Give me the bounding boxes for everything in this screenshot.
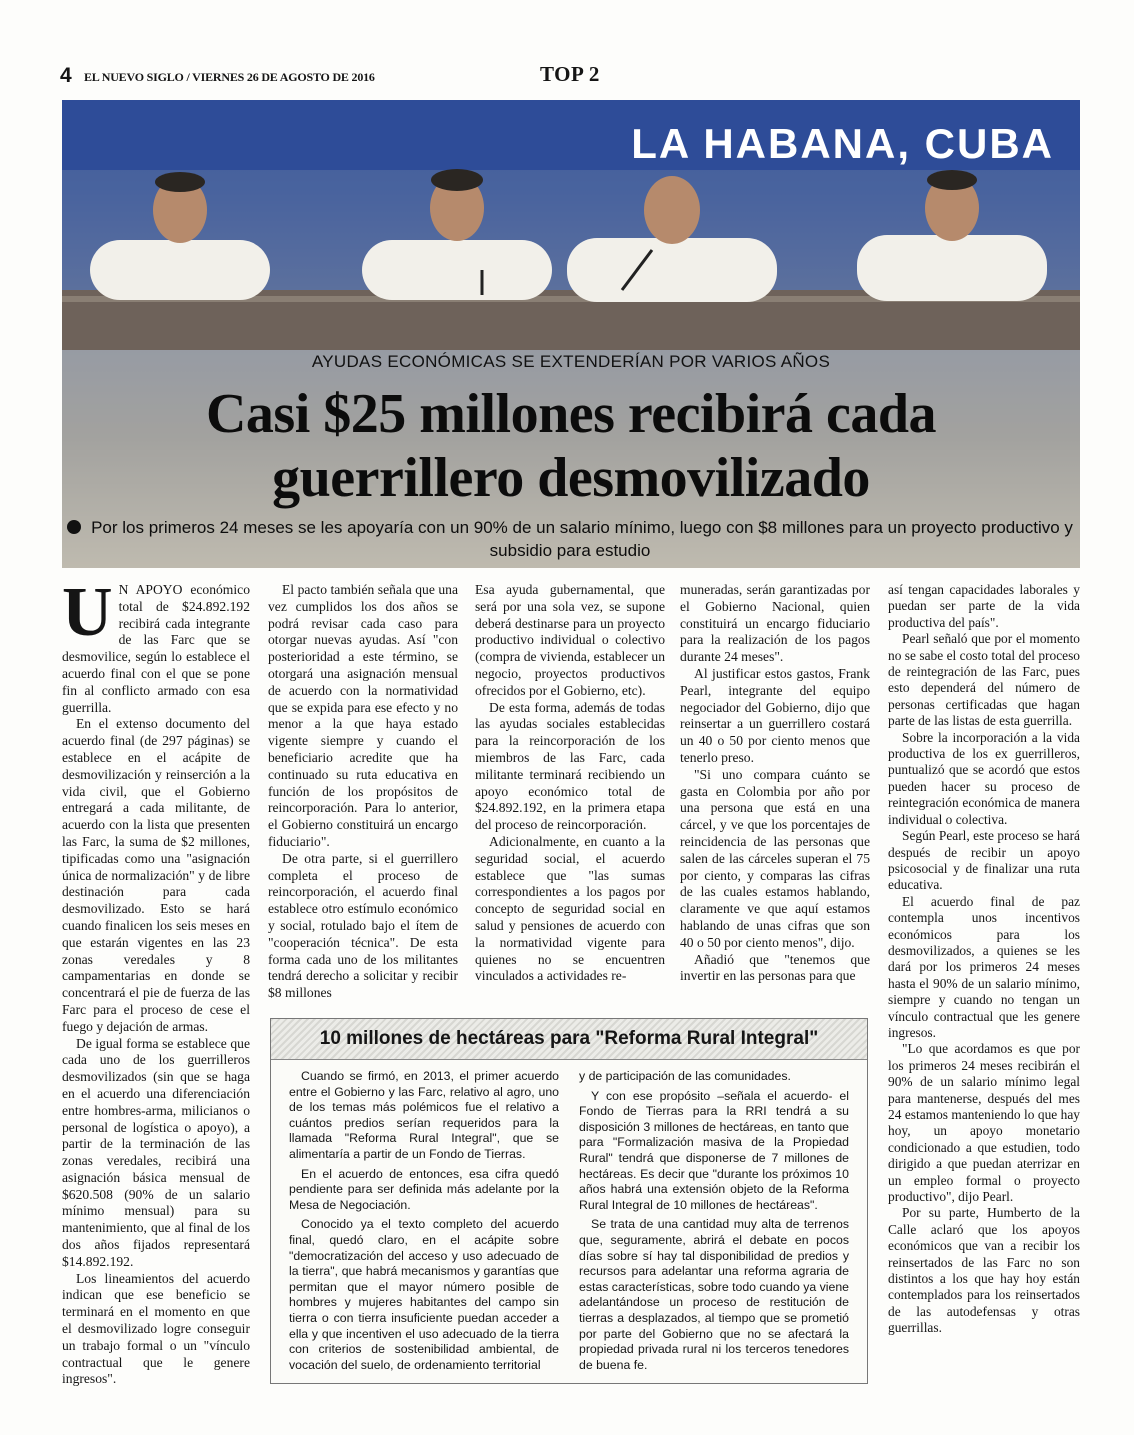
- sidebar-box: [270, 1018, 868, 1384]
- article-column-3: [475, 582, 665, 985]
- paragraph: Conocido ya el texto completo del acuerdo final, quedó claro, en el acápite sobre "democratización del acceso y uso adecuado de la tierra", que habrá mecanismos y garantías que permitan que el mayor número posible de hombres y mujeres habitantes del campo sin tierra o con tierra insuficiente puedan acceder a ella y que incentiven el uso adecuado de la tierra con criterios de sostenibilidad ambiental, de vocación del suelo, de ordenamiento territorial: [289, 1217, 559, 1372]
- kicker: AYUDAS ECONÓMICAS SE EXTENDERÍAN POR VARIOS AÑOS: [311, 352, 831, 371]
- paragraph: así tengan capacidades laborales y puedan ser parte de la vida productiva del país".: [888, 582, 1080, 630]
- paragraph: Al justificar estos gastos, Frank Pearl, integrante del equipo negociador del Gobierno, dijo que reinsertar a un guerrillero costará un 40 o 50 por ciento menos que tenerlo preso.: [680, 665, 870, 765]
- headline: [62, 382, 1080, 510]
- paragraph: Por su parte, Humberto de la Calle aclaró que los apoyos económicos que van a recibir los reinsertados de las Farc no son distintos a los que hay hoy están contemplados para los reinsertados de las autodefensas y otras guerrillas.: [888, 1205, 1080, 1336]
- paragraph: En el acuerdo de entonces, esa cifra quedó pendiente para ser definida más adelante por la Mesa de Negociación.: [289, 1166, 559, 1212]
- paragraph: Y con ese propósito –señala el acuerdo- el Fondo de Tierras para la RRI tendrá a su disposición 3 millones de hectáreas, en tanto que para "Formalización masiva de la Propiedad Rural" tendrá que disponerse de 7 millones de hectáreas. Es decir que "durante los próximos 10 años habrá una extensión objeto de la Reforma Rural Integral de 10 millones de hectáreas".: [579, 1088, 849, 1212]
- article-column-1: [62, 574, 250, 1388]
- article-column-2: [268, 582, 458, 1002]
- headline-line-2: guerrillero desmovilizado: [272, 447, 870, 509]
- paragraph: Añadió que "tenemos que invertir en las personas para que: [680, 951, 870, 984]
- paragraph: "Si uno compara cuánto se gasta en Colombia por año por una persona que está en una cárcel, y ve que los porcentajes de reincidencia de las personas que salen de las cárceles superan el 75 por ciento, y comparas las cifras de las cuales estamos hablando, claramente ve que aquí estamos hablando de unas cifras que son 40 o 50 por ciento menos", dijo.: [680, 766, 870, 950]
- headline-line-1: Casi $25 millones recibirá cada: [205, 383, 937, 445]
- paragraph: U N APOYO económico total de $24.892.192 recibirá cada integrante de las Farc que se desmovilice, según lo establece el acuerdo final con el que se pone fin al conflicto armado con esa guerrilla.: [62, 574, 250, 715]
- dropcap: U: [62, 574, 113, 651]
- sidebar-column-left: [289, 1069, 559, 1377]
- paragraph: muneradas, serán garantizadas por el Gobierno Nacional, quien constituirá un encargo fiduciario para la realización de los pagos durante 24 meses".: [680, 582, 870, 665]
- news-photo: [62, 100, 1080, 568]
- bullet-icon: [67, 520, 81, 534]
- section-label: TOP 2: [540, 62, 600, 86]
- publication-line: EL NUEVO SIGLO / VIERNES 26 DE AGOSTO DE 2016: [84, 70, 375, 84]
- deck: [60, 516, 1080, 562]
- paragraph: El pacto también señala que una vez cumplidos los dos años se podrá revisar cada caso para otorgar nuevas ayudas. Así "con posterioridad a este término, se otorgará una asignación mensual de acuerdo con la normatividad que se expida para ese efecto y no menor a la que haya estado vigente siempre y cuando el beneficiario acredite que ha continuado su ruta educativa en función de los propósitos de reincorporación. Para lo anterior, el Gobierno constituirá un encargo fiduciario".: [268, 582, 458, 849]
- paragraph: "Lo que acordamos es que por los primeros 24 meses recibirán el 90% de un salario mínimo legal para mantenerse, después del mes 24 estamos manteniendo lo que hay hoy, un apoyo monetario condicionado a que estudien, todo dirigido a que puedan aterrizar en un empleo formal o proyecto productivo", dijo Pearl.: [888, 1041, 1080, 1205]
- paragraph: De otra parte, si el guerrillero completa el proceso de reincorporación, el acuerdo final establece otro estímulo económico y social, rotulado bajo el ítem de "cooperación técnica". De esta forma cada uno de los militantes tendrá derecho a solicitar y recibir $8 millones: [268, 850, 458, 1001]
- deck-text: Por los primeros 24 meses se les apoyaría con un 90% de un salario mínimo, luego con $8 millones para un proyecto productivo y subsidio para estudio: [91, 518, 1073, 560]
- paragraph: Adicionalmente, en cuanto a la seguridad social, el acuerdo establece que "las sumas correspondientes a los pagos por concepto de seguridad social en salud y pensiones de acuerdo con la normatividad vigente para quienes no se encuentren vinculados a actividades re-: [475, 833, 665, 984]
- sidebar-column-right: [579, 1069, 849, 1377]
- paragraph: Los lineamientos del acuerdo indican que ese beneficio se terminará en el momento en que el desmovilizado logre conseguir un trabajo formal o un "vínculo contractual que le genere ingresos".: [62, 1270, 250, 1387]
- paragraph: De igual forma se establece que cada uno de los guerrilleros desmovilizados (sin que se haga en el acuerdo una diferenciación entre hombres-arma, milicianos o personal de logística o apoyo), a partir de la terminación de las zonas veredales, recibirá una asignación básica mensual de $620.508 (90% de un salario mínimo mensual) para su mantenimiento, que al final de los dos años fijados representará $14.892.192.: [62, 1035, 250, 1269]
- article-column-4: [680, 582, 870, 985]
- page-number: 4: [60, 64, 72, 87]
- paragraph: Se trata de una cantidad muy alta de terrenos que, seguramente, abrirá el debate en pocos días sobre sí hay tal disponibilidad de predios y recursos para adelantar una reforma agraria de estas características, sobre todo cuando ya viene adelantándose un proceso de restitución de tierras a desplazados, al tiempo que se prometió por parte del Gobierno que no se afectará la propiedad privada rural ni los terceros tenedores de buena fe.: [579, 1217, 849, 1372]
- paragraph: Cuando se firmó, en 2013, el primer acuerdo entre el Gobierno y las Farc, relativo al agro, uno de los temas más polémicos fue el relativo a cuántos predios serían requeridos para la llamada "Reforma Rural Integral", que se alimentaría a partir de un Fondo de Tierras.: [289, 1069, 559, 1161]
- paragraph: Según Pearl, este proceso se hará después de recibir un apoyo psicosocial y de finalizar una ruta educativa.: [888, 828, 1080, 893]
- paragraph: De esta forma, además de todas las ayudas sociales establecidas para la reincorporación de los miembros de las Farc, cada militante terminará recibiendo un apoyo económico total de $24.892.192, en la primera etapa del proceso de reincorporación.: [475, 699, 665, 833]
- article-column-5: [888, 582, 1080, 1337]
- paragraph: Esa ayuda gubernamental, que será por una sola vez, se supone deberá destinarse para un proyecto productivo individual o colectivo (compra de vivienda, establecer un negocio, proyectos productivos ofrecidos por el Gobierno, etc).: [475, 582, 665, 698]
- sidebar-title: 10 millones de hectáreas para "Reforma Rural Integral": [271, 1019, 867, 1060]
- location-banner: LA HABANA, CUBA: [631, 120, 1054, 167]
- paragraph: En el extenso documento del acuerdo final (de 297 páginas) se establece en el acápite de desmovilización y reinserción a la vida civil, que el Gobierno entregará a cada militante, de acuerdo con la lista que presenten las Farc, la suma de $2 millones, tipificadas como una "asignación única de normalización" y de libre destinación para cada desmovilizado. Esto se hará cuando finalicen los seis meses en que estarán vigentes en las 23 zonas veredales y 8 campamentarias en donde se concentrará el pie de fuerza de las Farc para el proceso de cese el fuego y dejación de armas.: [62, 716, 250, 1034]
- paragraph: Sobre la incorporación a la vida productiva de los ex guerrilleros, puntualizó que se acordó que estos pueden hacer su proceso de reintegración económica de manera individual o colectiva.: [888, 729, 1080, 827]
- paragraph: Pearl señaló que por el momento no se sabe el costo total del proceso de reintegración de las Farc, pues esto dependerá del número de personas certificadas que hagan parte de las listas de esta guerrilla.: [888, 631, 1080, 729]
- paragraph: y de participación de las comunidades.: [579, 1069, 791, 1083]
- paragraph: El acuerdo final de paz contempla unos incentivos económicos para los desmovilizados, a quienes se les dará por los primeros 24 meses hasta el 90% de un salario mínimo, siempre y cuando no tengan un vínculo contractual que les genere ingresos.: [888, 893, 1080, 1040]
